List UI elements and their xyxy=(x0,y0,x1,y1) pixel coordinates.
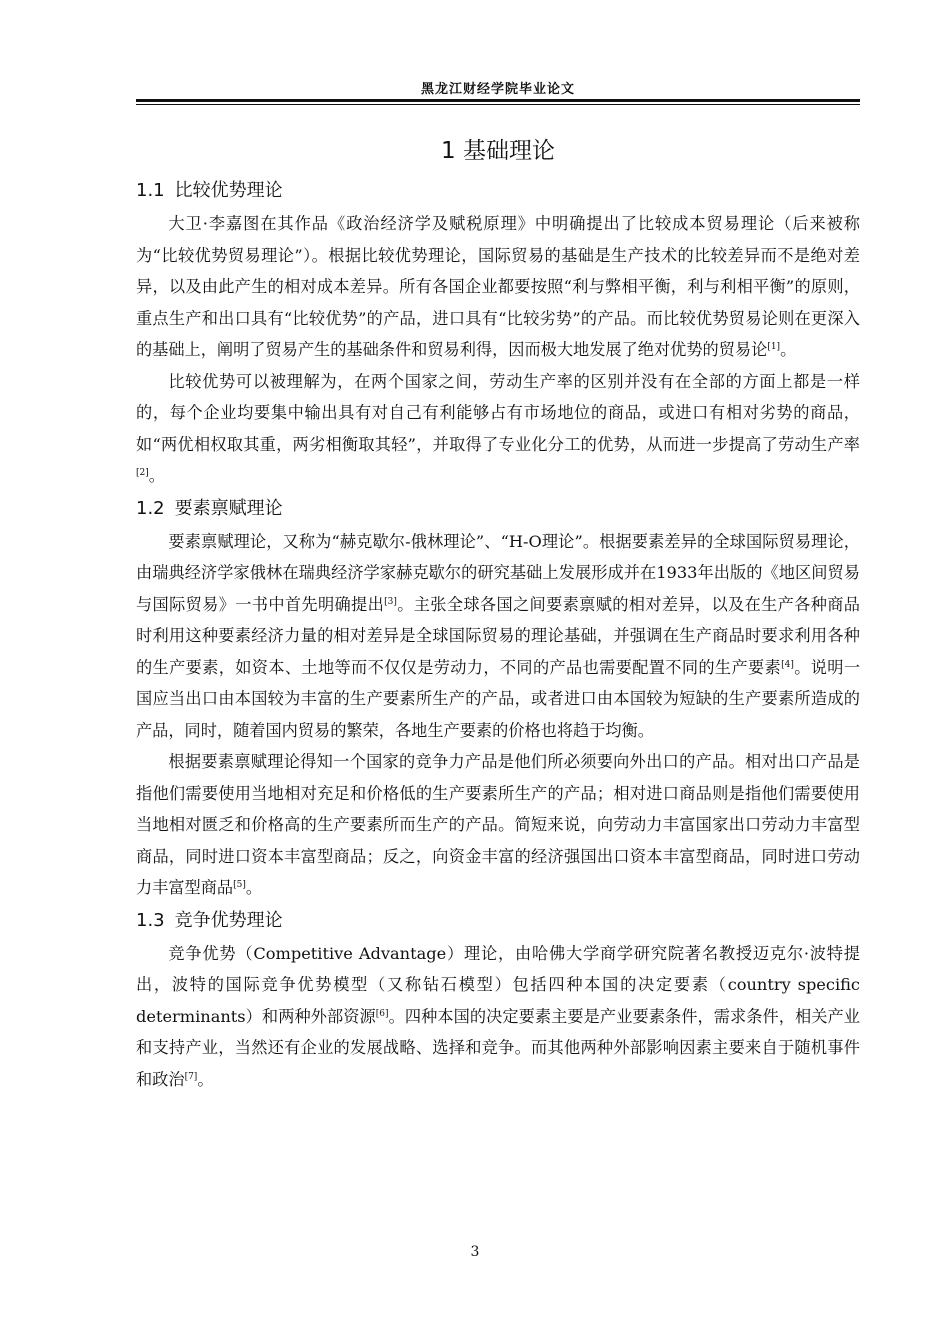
section-number: 1.1 xyxy=(136,180,165,201)
citation: [3] xyxy=(384,596,397,607)
header-rule-thick xyxy=(136,99,860,102)
paragraph-text: 根据要素禀赋理论得知一个国家的竞争力产品是他们所必须要向外出口的产品。相对出口产品是指他们需要使用当地相对充足和价格低的生产要素所生产的产品；相对进口商品则是指他们需要使用当地相对匮乏和价格高的生产要素所而生产的产品。简短来说，向劳动力丰富国家出口劳动力丰富型商品，同时进口资本丰富型商品；反之，向资金丰富的经济强国出口资本丰富型商品，同时进口劳动力丰富型商品 xyxy=(136,752,860,897)
section-heading-1-1 xyxy=(136,174,860,208)
paragraph-end: 。 xyxy=(780,340,797,359)
citation: [4] xyxy=(781,659,794,670)
citation: [6] xyxy=(375,1008,389,1019)
page-body xyxy=(136,128,860,1095)
paragraph-end: 。 xyxy=(197,1069,214,1089)
section-title: 竞争优势理论 xyxy=(174,909,283,931)
paragraph-text: 。主张全球各国之间要素禀赋的相对差异，以及在生产各种商品时利用这种要素经济力量的相对差异是全球国际贸易的理论基础，并强调在生产商品时要求利用各种的生产要素，如资本、土地等而不仅仅是劳动力，不同的产品也需要配置不同的生产要素 xyxy=(136,594,860,677)
section-heading-1-2 xyxy=(136,492,860,526)
paragraph-text: 要素禀赋理论，又称为“赫克歇尔-俄林理论”、“H-O理论”。根据要素差异的全球国际贸易理论，由瑞典经济学家俄林在瑞典经济学家赫克歇尔的研究基础上发展形成并在1933年出版的《地区间贸易与国际贸易》一书中首先明确提出 xyxy=(136,531,860,614)
section-title: 比较优势理论 xyxy=(174,180,283,201)
page-number: 3 xyxy=(470,1244,480,1260)
section-number: 1.2 xyxy=(136,497,165,519)
citation: [7] xyxy=(184,1071,198,1082)
paragraph-text: 比较优势可以被理解为，在两个国家之间，劳动生产率的区别并没有在全部的方面上都是一样的，每个企业均要集中输出具有对自己有利能够占有市场地位的商品，或进口有相对劣势的商品，如“两优相权取其重，两劣相衡取其轻”，并取得了专业化分工的优势，从而进一步提高了劳动生产率 xyxy=(136,371,860,454)
paragraph-text: 大卫·李嘉图在其作品《政治经济学及赋税原理》中明确提出了比较成本贸易理论（后来被称为“比较优势贸易理论”）。根据比较优势理论，国际贸易的基础是生产技术的比较差异而不是绝对差异，以及由此产生的相对成本差异。所有各国企业都要按照“利与弊相平衡，利与利相平衡”的原则，重点生产和出口具有“比较优势”的产品，进口具有“比较劣势”的产品。而比较优势贸易论则在更深入的基础上，阐明了贸易产生的基础条件和贸易利得，因而极大地发展了绝对优势的贸易论 xyxy=(136,214,860,359)
running-header: 黑龙江财经学院毕业论文 xyxy=(420,82,575,97)
paragraph xyxy=(136,938,860,1096)
chapter-title: 1 基础理论 xyxy=(441,138,555,164)
section-heading-1-3 xyxy=(136,904,860,938)
paragraph-end: 。 xyxy=(148,466,165,485)
section-number: 1.3 xyxy=(136,909,165,931)
paragraph-end: 。说明一国应当出口由本国较为丰富的生产要素所生产的产品，或者进口由本国较为短缺的生产要素所造成的产品，同时，随着国内贸易的繁荣，各地生产要素的价格也将趋于均衡。 xyxy=(136,657,861,740)
paragraph-end: 。 xyxy=(245,878,263,897)
citation: [5] xyxy=(233,880,246,890)
paragraph xyxy=(136,366,860,492)
paragraph-text: 竞争优势（Competitive Advantage）理论，由哈佛大学商学研究院著名教授迈克尔·波特提出，波特的国际竞争优势模型（又称钻石模型）包括四种本国的决定要素（country specific determinants）和两种外部资源 xyxy=(136,943,860,1026)
paragraph xyxy=(136,208,860,366)
paragraph xyxy=(136,526,860,747)
citation: [2] xyxy=(136,468,149,478)
section-title: 要素禀赋理论 xyxy=(174,497,283,519)
paragraph-text: 。四种本国的决定要素主要是产业要素条件，需求条件，相关产业和支持产业，当然还有企业的发展战略、选择和竞争。而其他两种外部影响因素主要来自于随机事件和政治 xyxy=(136,1006,860,1089)
citation: [1] xyxy=(767,342,781,352)
paragraph xyxy=(136,746,860,904)
header-rule-thin xyxy=(136,104,860,105)
